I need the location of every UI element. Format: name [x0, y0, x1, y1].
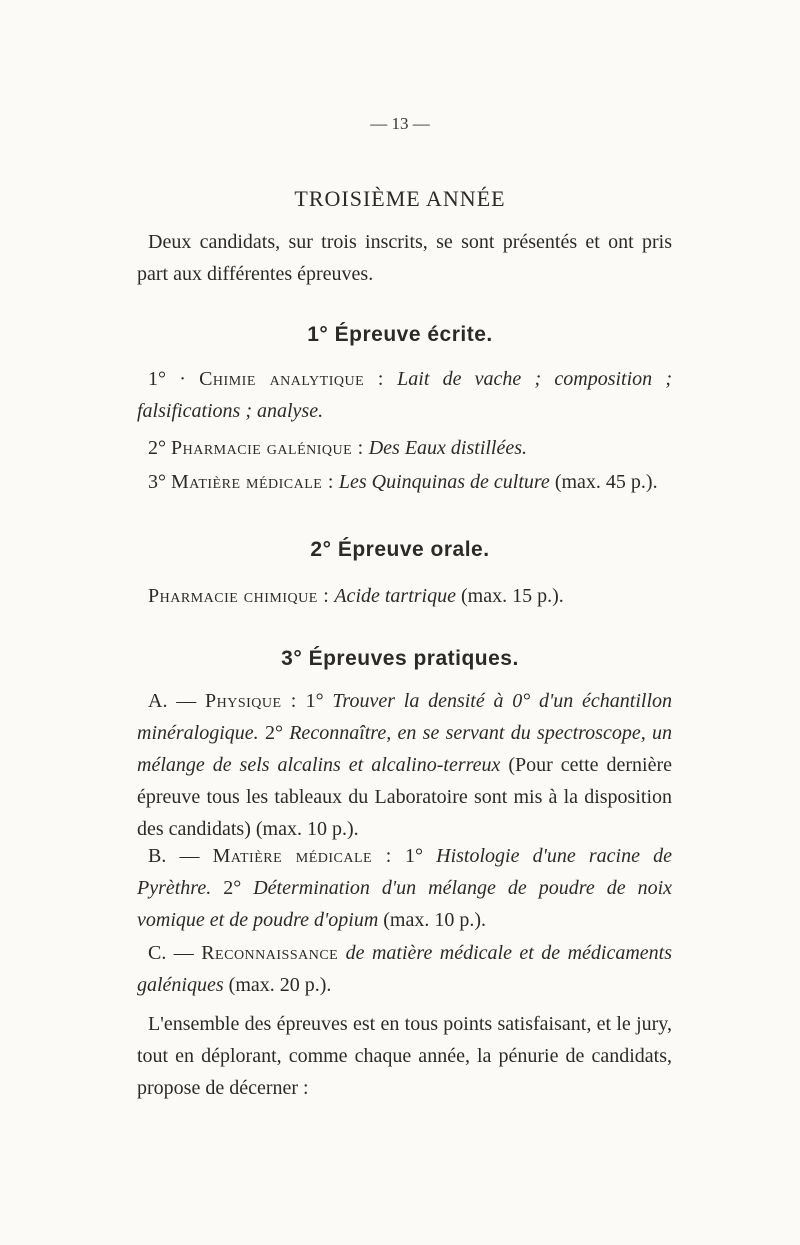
- item-subject: Matière médicale :: [212, 845, 392, 867]
- item-topic: Histologie d'une racine de Pyrèthre.: [137, 845, 673, 899]
- item-max: (max. 10 p.).: [383, 909, 487, 931]
- written-exam-heading: 1° Épreuve écrite.: [307, 323, 493, 346]
- oral-exam-heading: 2° Épreuve orale.: [310, 538, 490, 561]
- item-subject: Reconnaissance: [201, 942, 339, 964]
- item-topic: Détermination d'un mélange de poudre de noix vomique et de poudre d'opium: [137, 877, 672, 931]
- item-subject: Pharmacie chimique :: [148, 585, 330, 607]
- practical-item-a: [137, 685, 672, 845]
- section-title: TROISIÈME ANNÉE: [294, 186, 506, 211]
- item-number: 2°: [148, 437, 166, 459]
- item-note: (Pour cette dernière épreuve tous les tableaux du Laboratoire sont mis à la disposition des candidats) (max. 10 p.).: [137, 754, 673, 840]
- item-subject: Chimie analytique :: [199, 368, 384, 390]
- item-label: C. —: [148, 942, 194, 964]
- item-max: (max. 45 p.).: [554, 471, 658, 493]
- item-topic: Des Eaux distillées.: [368, 437, 528, 459]
- practical-item-b: [137, 840, 672, 936]
- item-topic: Trouver la densité à 0° d'un échantillon minéralogique.: [137, 690, 673, 744]
- item-number: 1° ·: [148, 368, 186, 390]
- item-label: B. —: [148, 845, 200, 867]
- item-topic: de matière médicale et de médicaments galéniques: [137, 942, 672, 996]
- item-topic: Acide tartrique: [334, 585, 456, 607]
- intro-paragraph: Deux candidats, sur trois inscrits, se sont présentés et ont pris part aux différentes épreuves.: [137, 231, 672, 285]
- item-number: 2°: [264, 722, 283, 744]
- oral-item: [137, 580, 672, 612]
- written-item-3: [137, 466, 672, 498]
- item-max: (max. 20 p.).: [228, 974, 332, 996]
- item-subject: Matière médicale :: [171, 471, 334, 493]
- page-number: — 13 —: [370, 114, 430, 133]
- item-max: (max. 15 p.).: [460, 585, 564, 607]
- practical-item-c: [137, 937, 672, 1001]
- item-number: 3°: [148, 471, 166, 493]
- item-subject: Physique :: [204, 690, 297, 712]
- written-item-1: [137, 363, 672, 427]
- item-topic: Lait de vache ; composition ; falsifications ; analyse.: [137, 368, 673, 422]
- item-number: 1°: [305, 690, 324, 712]
- item-subject: Pharmacie galénique :: [171, 437, 364, 459]
- item-number: 2°: [223, 877, 242, 899]
- item-topic: Les Quinquinas de culture: [338, 471, 550, 493]
- item-topic: Reconnaître, en se servant du spectroscope, un mélange de sels alcalins et alcalino-terreux: [137, 722, 672, 776]
- item-number: 1°: [404, 845, 423, 867]
- conclusion-paragraph: L'ensemble des épreuves est en tous points satisfaisant, et le jury, tout en déplorant, comme chaque année, la pénurie de candidats, propose de décerner :: [137, 1013, 672, 1099]
- item-label: A. —: [148, 690, 197, 712]
- practical-exam-heading: 3° Épreuves pratiques.: [281, 647, 519, 670]
- written-item-2: [137, 432, 672, 464]
